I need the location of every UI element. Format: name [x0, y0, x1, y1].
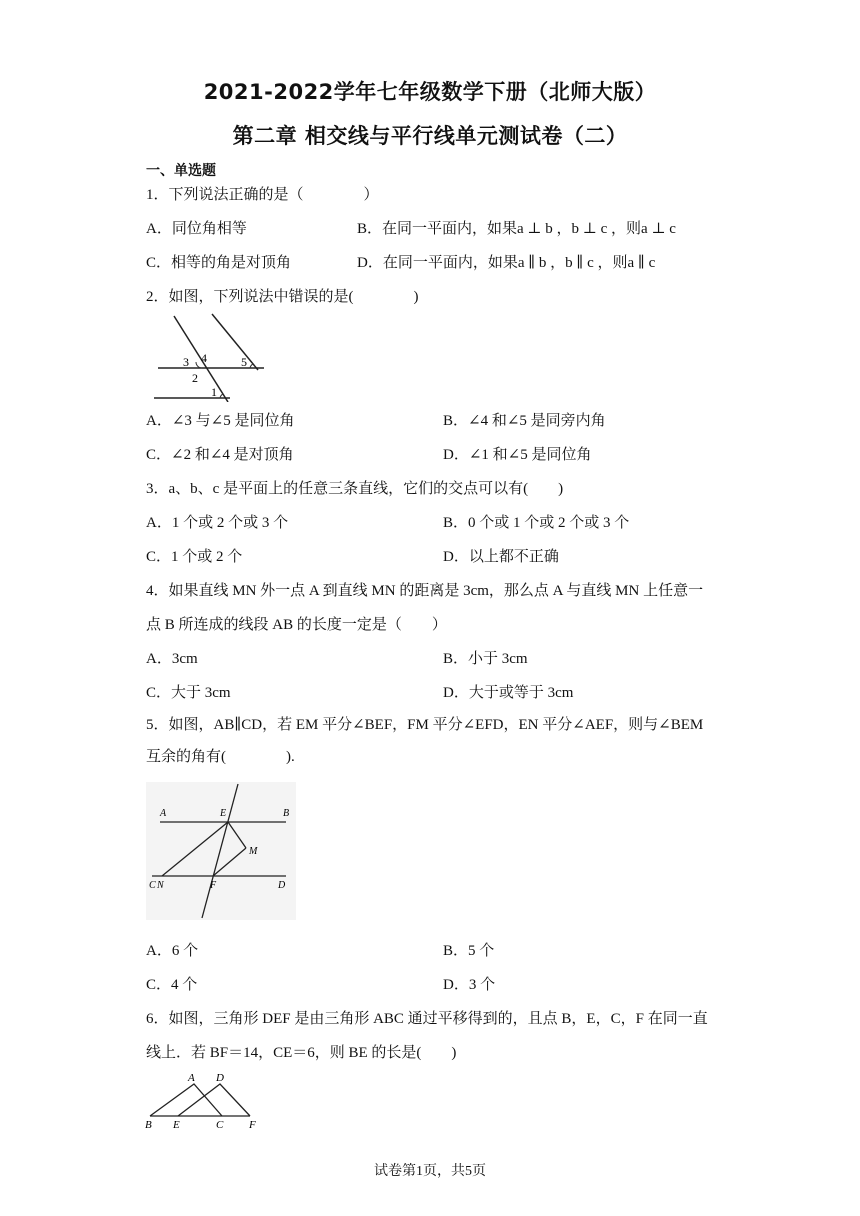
fig6-label-b: B — [145, 1119, 152, 1131]
question-1-stem: 1．下列说法正确的是（ ） — [146, 187, 379, 203]
fig2-label-1: 1 — [211, 385, 217, 399]
q2-option-a: A．∠3 与∠5 是同位角 — [146, 413, 295, 429]
exam-subtitle: 第二章 相交线与平行线单元测试卷（二） — [232, 124, 628, 148]
fig2-label-4: 4 — [201, 351, 207, 365]
q1-option-b: B．在同一平面内，如果a ⊥ b ，b ⊥ c ，则a ⊥ c — [357, 221, 676, 237]
fig5-label-m: M — [249, 846, 258, 857]
fig2-label-5: 5 — [241, 355, 247, 369]
section-heading: 一、单选题 — [146, 163, 216, 179]
fig5-label-b: B — [283, 808, 290, 819]
q3-option-c: C．1 个或 2 个 — [146, 549, 243, 565]
fig6-triangle-def — [178, 1084, 250, 1116]
q3-option-d: D．以上都不正确 — [443, 549, 559, 565]
fig5-label-f: F — [210, 880, 217, 891]
question-3-stem: 3．a、b、c 是平面上的任意三条直线，它们的交点可以有( ) — [146, 481, 564, 497]
q3-option-b: B．0 个或 1 个或 2 个或 3 个 — [443, 515, 630, 531]
fig5-label-a: A — [160, 808, 167, 819]
question-2-figure — [146, 312, 271, 407]
fig6-label-c: C — [216, 1119, 224, 1131]
q4-option-c: C．大于 3cm — [146, 685, 231, 701]
q4-option-a: A．3cm — [146, 651, 198, 667]
q5-option-d: D．3 个 — [443, 977, 496, 993]
q5-option-b: B．5 个 — [443, 943, 495, 959]
q2-option-d: D．∠1 和∠5 是同位角 — [443, 447, 592, 463]
q1-option-c: C．相等的角是对顶角 — [146, 255, 292, 271]
fig5-label-n: N — [157, 880, 164, 891]
question-4-stem-line1: 4．如果直线 MN 外一点 A 到直线 MN 的距离是 3cm，那么点 A 与直线 MN 上任意一 — [146, 583, 704, 599]
fig2-transversal-2 — [212, 314, 258, 370]
fig5-label-c: C — [149, 880, 156, 891]
fig6-triangle-abc — [150, 1084, 222, 1116]
fig6-label-a: A — [188, 1072, 195, 1084]
question-4-stem-line2: 点 B 所连成的线段 AB 的长度一定是（ ） — [146, 617, 447, 633]
question-5-figure — [146, 782, 296, 925]
fig5-label-e: E — [220, 808, 227, 819]
question-5-stem-line1: 5．如图，AB∥CD，若 EM 平分∠BEF，FM 平分∠EFD，EN 平分∠AEF，则与∠BEM — [146, 717, 704, 733]
q5-option-a: A．6 个 — [146, 943, 199, 959]
question-6-stem-line2: 线上．若 BF＝14，CE＝6，则 BE 的长是( ) — [146, 1045, 457, 1061]
fig6-label-f: F — [249, 1119, 256, 1131]
fig6-label-e: E — [173, 1119, 180, 1131]
fig5-label-d: D — [278, 880, 286, 891]
q1-option-a: A．同位角相等 — [146, 221, 247, 237]
question-6-stem-line1: 6．如图，三角形 DEF 是由三角形 ABC 通过平移得到的，且点 B，E，C，F 在同一直 — [146, 1011, 708, 1027]
question-2-stem: 2．如图，下列说法中错误的是( ) — [146, 289, 419, 305]
page-footer: 试卷第1页，共5页 — [374, 1164, 486, 1179]
exam-title: 2021-2022学年七年级数学下册（北师大版） — [203, 80, 657, 104]
fig2-label-3: 3 — [183, 355, 189, 369]
q2-option-b: B．∠4 和∠5 是同旁内角 — [443, 413, 606, 429]
q1-option-d: D．在同一平面内，如果a ∥ b ，b ∥ c ，则a ∥ c — [357, 255, 656, 271]
fig2-label-2: 2 — [192, 371, 198, 385]
question-5-stem-line2: 互余的角有( ). — [146, 749, 295, 765]
q3-option-a: A．1 个或 2 个或 3 个 — [146, 515, 289, 531]
q5-option-c: C．4 个 — [146, 977, 198, 993]
q4-option-d: D．大于或等于 3cm — [443, 685, 574, 701]
q2-option-c: C．∠2 和∠4 是对顶角 — [146, 447, 294, 463]
fig6-label-d: D — [216, 1072, 224, 1084]
q4-option-b: B．小于 3cm — [443, 651, 528, 667]
question-6-figure — [140, 1070, 270, 1137]
